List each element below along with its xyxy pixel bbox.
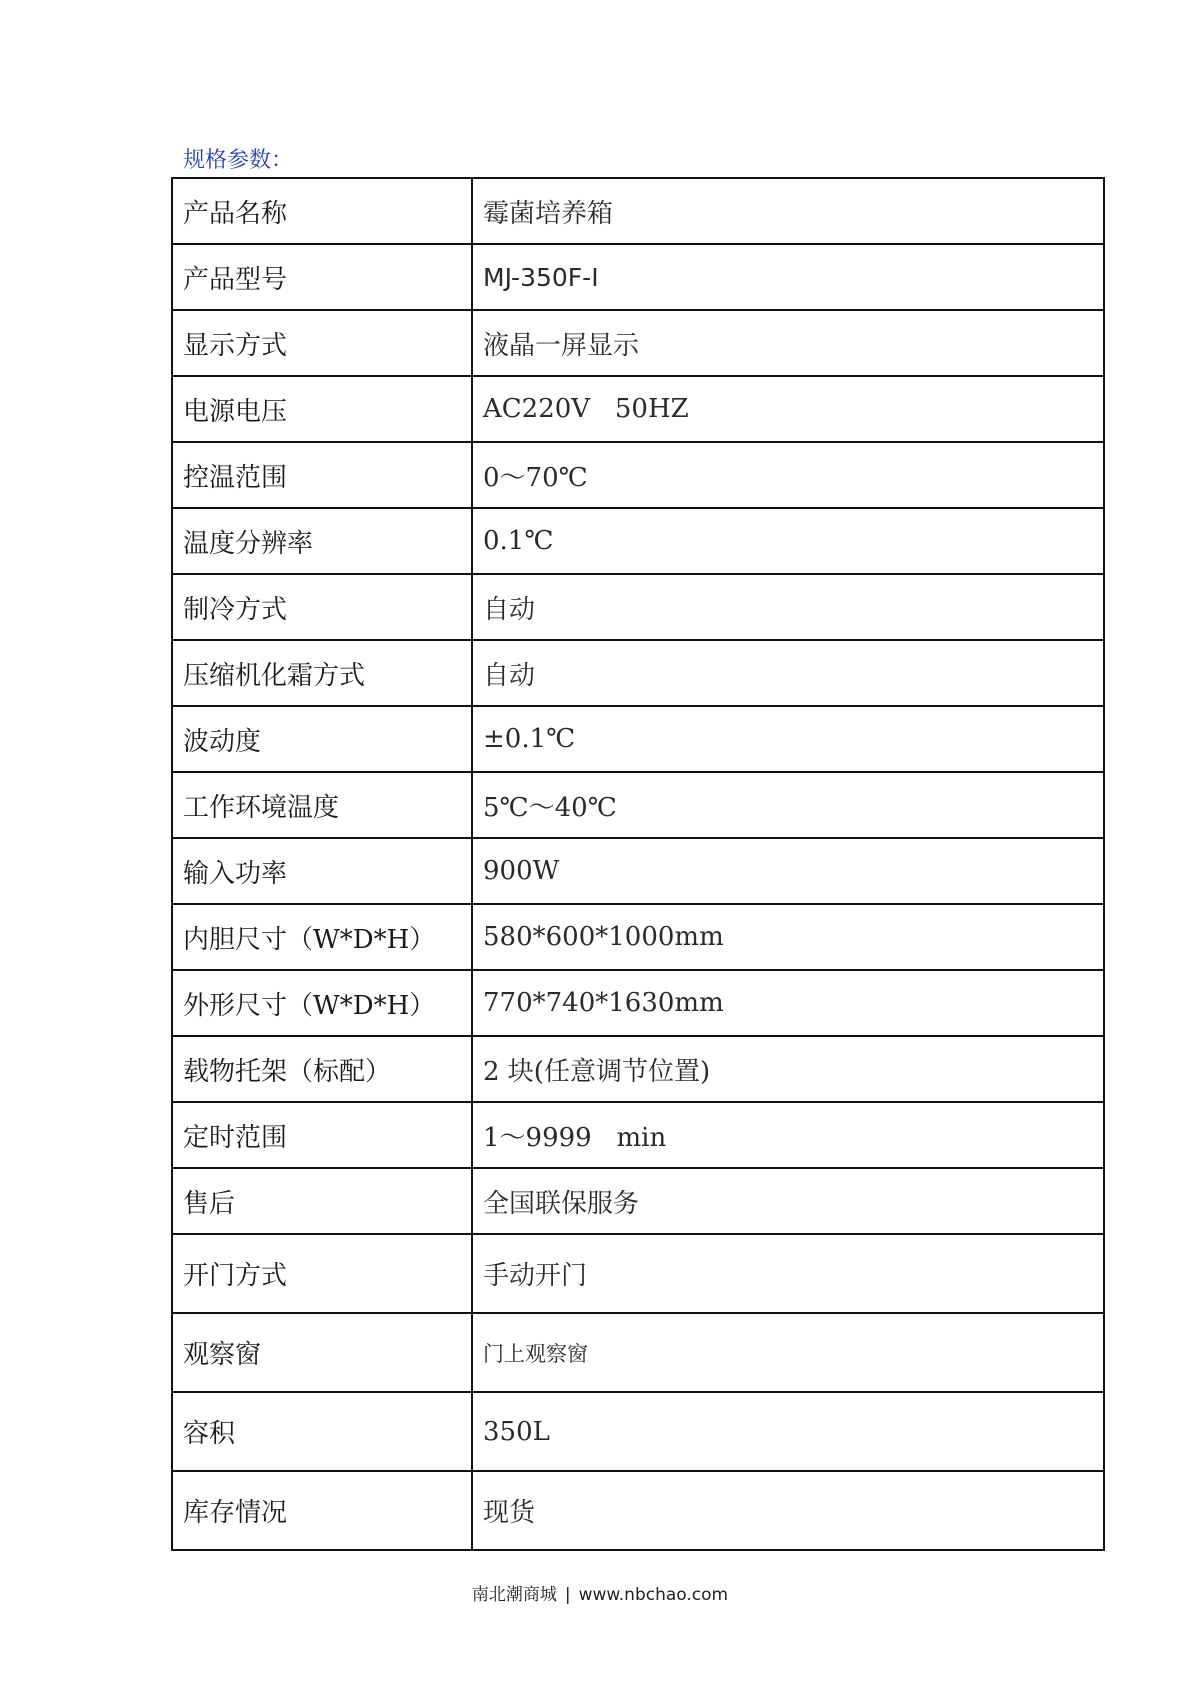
row-label: 载物托架（标配） bbox=[172, 1036, 472, 1102]
table-row bbox=[172, 376, 1104, 442]
row-label: 产品型号 bbox=[172, 244, 472, 310]
table-row bbox=[172, 1102, 1104, 1168]
row-label: 温度分辨率 bbox=[172, 508, 472, 574]
row-value: 现货 bbox=[472, 1471, 1104, 1550]
section-title: 规格参数： bbox=[183, 148, 294, 173]
row-value: 350L bbox=[472, 1392, 1104, 1471]
row-value: 全国联保服务 bbox=[472, 1168, 1104, 1234]
table-row bbox=[172, 904, 1104, 970]
table-row bbox=[172, 1471, 1104, 1550]
row-label: 工作环境温度 bbox=[172, 772, 472, 838]
table-row bbox=[172, 1313, 1104, 1392]
table-row bbox=[172, 1168, 1104, 1234]
row-label: 库存情况 bbox=[172, 1471, 472, 1550]
row-value: AC220V 50HZ bbox=[472, 376, 1104, 442]
row-value: 手动开门 bbox=[472, 1234, 1104, 1313]
row-value: 门上观察窗 bbox=[472, 1313, 1104, 1392]
page-footer bbox=[0, 1584, 1200, 1606]
row-label: 外形尺寸（W*D*H） bbox=[172, 970, 472, 1036]
row-value: 自动 bbox=[472, 574, 1104, 640]
row-label: 电源电压 bbox=[172, 376, 472, 442]
row-value: MJ-350F-I bbox=[472, 244, 1104, 310]
footer-url-link[interactable]: www.nbchao.com bbox=[578, 1585, 729, 1605]
spec-table bbox=[171, 177, 1105, 1551]
row-value: 霉菌培养箱 bbox=[472, 178, 1104, 244]
row-value: 900W bbox=[472, 838, 1104, 904]
row-label: 观察窗 bbox=[172, 1313, 472, 1392]
table-row bbox=[172, 244, 1104, 310]
table-row bbox=[172, 838, 1104, 904]
row-label: 控温范围 bbox=[172, 442, 472, 508]
row-value: 0.1℃ bbox=[472, 508, 1104, 574]
row-label: 输入功率 bbox=[172, 838, 472, 904]
row-label: 定时范围 bbox=[172, 1102, 472, 1168]
row-value: 2 块(任意调节位置) bbox=[472, 1036, 1104, 1102]
table-row bbox=[172, 1234, 1104, 1313]
table-row bbox=[172, 772, 1104, 838]
row-value: 5℃～40℃ bbox=[472, 772, 1104, 838]
table-row bbox=[172, 508, 1104, 574]
row-label: 制冷方式 bbox=[172, 574, 472, 640]
row-label: 内胆尺寸（W*D*H） bbox=[172, 904, 472, 970]
footer-site-name: 南北潮商城 bbox=[471, 1585, 557, 1605]
row-value: 770*740*1630mm bbox=[472, 970, 1104, 1036]
row-value: 1～9999 min bbox=[472, 1102, 1104, 1168]
row-label: 产品名称 bbox=[172, 178, 472, 244]
row-label: 波动度 bbox=[172, 706, 472, 772]
row-value: 0～70℃ bbox=[472, 442, 1104, 508]
table-row bbox=[172, 178, 1104, 244]
row-label: 开门方式 bbox=[172, 1234, 472, 1313]
row-label: 容积 bbox=[172, 1392, 472, 1471]
row-label: 显示方式 bbox=[172, 310, 472, 376]
row-label: 售后 bbox=[172, 1168, 472, 1234]
row-value: 液晶一屏显示 bbox=[472, 310, 1104, 376]
row-value: 自动 bbox=[472, 640, 1104, 706]
table-row bbox=[172, 970, 1104, 1036]
footer-separator: | bbox=[564, 1585, 571, 1605]
table-row bbox=[172, 442, 1104, 508]
row-label: 压缩机化霜方式 bbox=[172, 640, 472, 706]
table-row bbox=[172, 1036, 1104, 1102]
table-row bbox=[172, 1392, 1104, 1471]
table-row bbox=[172, 310, 1104, 376]
table-row bbox=[172, 640, 1104, 706]
table-row bbox=[172, 706, 1104, 772]
table-row bbox=[172, 574, 1104, 640]
row-value: 580*600*1000mm bbox=[472, 904, 1104, 970]
row-value: ±0.1℃ bbox=[472, 706, 1104, 772]
